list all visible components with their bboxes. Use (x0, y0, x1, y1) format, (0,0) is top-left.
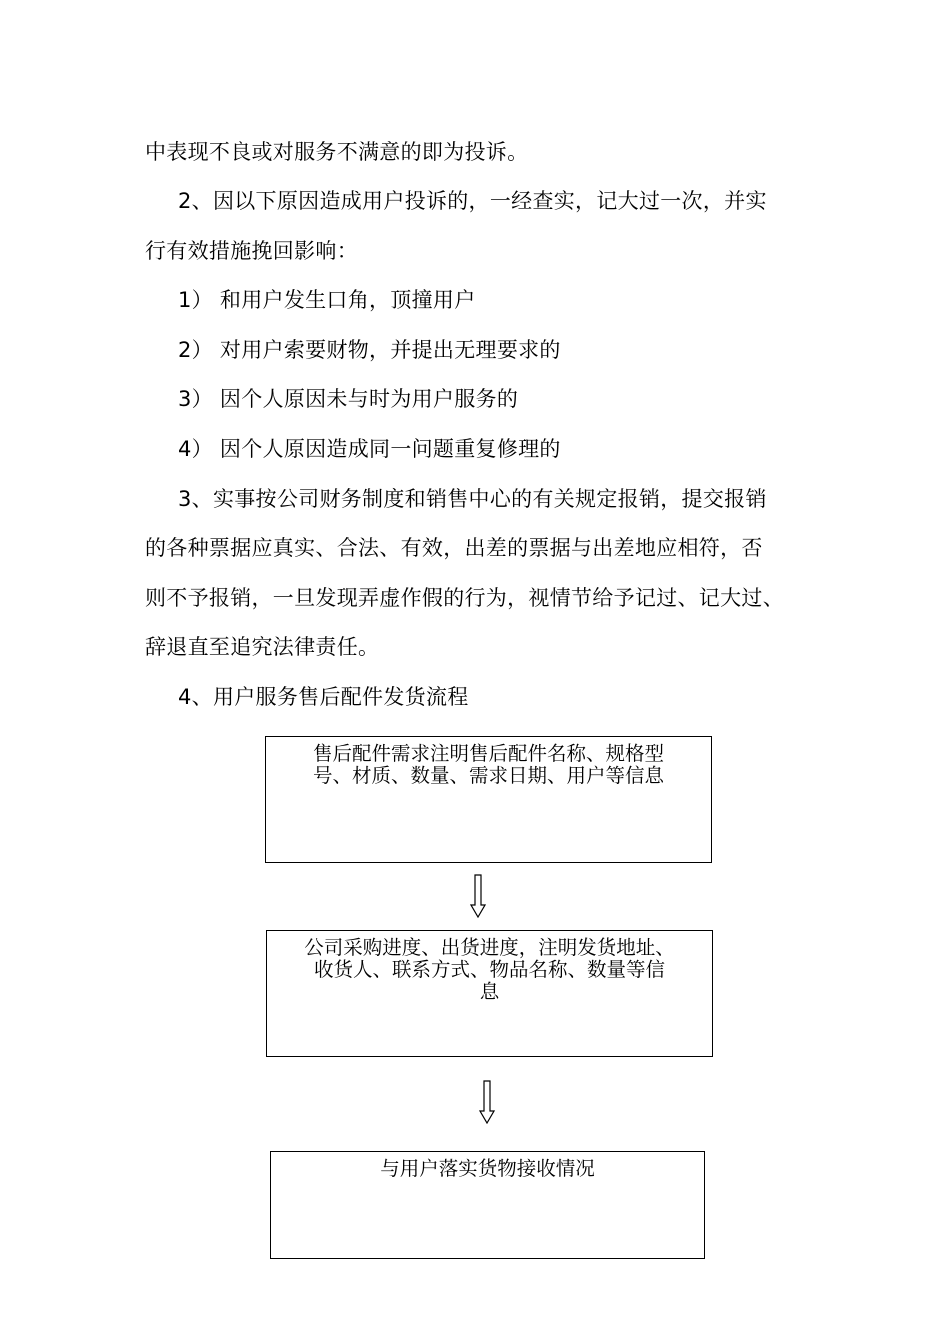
list-item: 3） 因个人原因未与时为用户服务的 (178, 387, 519, 411)
flow-step-1-line-2: 号、材质、数量、需求日期、用户等信息 (312, 764, 664, 787)
list-item: 2） 对用户索要财物，并提出无理要求的 (178, 338, 561, 362)
paragraph-line: 2、因以下原因造成用户投诉的，一经查实，记大过一次，并实 (178, 189, 767, 213)
paragraph-line: 行有效措施挽回影响： (145, 239, 358, 263)
flow-step-2 (266, 930, 713, 1057)
list-item: 1） 和用户发生口角，顶撞用户 (178, 288, 476, 312)
down-arrow-icon (470, 874, 486, 918)
flow-step-1-line-1: 售后配件需求注明售后配件名称、规格型 (312, 742, 664, 765)
paragraph-line: 中表现不良或对服务不满意的即为投诉。 (145, 140, 529, 164)
paragraph-line: 则不予报销，一旦发现弄虚作假的行为，视情节给予记过、记大过、 (145, 586, 784, 610)
flow-step-3-line-1: 与用户落实货物接收情况 (380, 1157, 595, 1180)
flow-step-2-line-3: 息 (479, 980, 500, 1003)
list-item: 4） 因个人原因造成同一问题重复修理的 (178, 437, 561, 461)
flow-step-3 (270, 1151, 705, 1259)
paragraph-line: 的各种票据应真实、合法、有效，出差的票据与出差地应相符，否 (145, 536, 763, 560)
flow-step-2-line-1: 公司采购进度、出货进度，注明发货地址、 (304, 936, 675, 959)
paragraph-line: 辞退直至追究法律责任。 (145, 635, 380, 659)
flow-step-2-line-2: 收货人、联系方式、物品名称、数量等信 (313, 958, 665, 981)
down-arrow-icon (479, 1080, 495, 1124)
flow-step-1 (265, 736, 712, 863)
paragraph-line: 3、实事按公司财务制度和销售中心的有关规定报销，提交报销 (178, 487, 767, 511)
section-heading: 4、用户服务售后配件发货流程 (178, 685, 469, 709)
